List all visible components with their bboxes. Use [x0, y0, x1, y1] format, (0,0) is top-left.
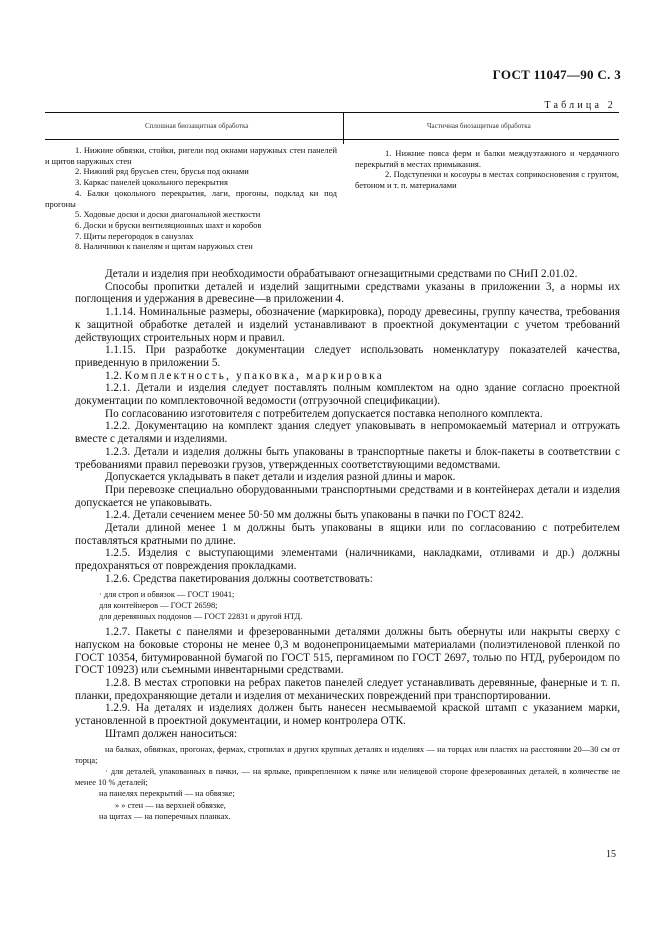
paragraph: Штамп должен наноситься: — [105, 727, 238, 740]
table-item: 1. Нижние пояса ферм и балки междуэтажного и чердачного перекрытий в местах примыкания. — [355, 148, 619, 169]
table-col2 — [355, 148, 619, 191]
table-item: 4. Балки цокольного перекрытия, лаги, прогоны, подклад ки под прогоны — [45, 187, 337, 209]
table-item: 5. Ходовые доски и доски диагональной жесткости — [75, 209, 261, 220]
paragraph: 1.2.2. Документацию на комплект здания следует упаковывать в непромокаемый материал и отгружать вместе с деталями и изделиями. — [75, 420, 620, 446]
table-header-rule — [45, 139, 619, 140]
paragraph: 1.2.4. Детали сечением менее 50·50 мм должны быть упакованы в пачки по ГОСТ 8242. — [105, 509, 524, 522]
paragraph: Допускается укладывать в пакет детали и изделия разной длины и марок. — [105, 471, 456, 484]
list-item: для деревянных поддонов — ГОСТ 22831 и другой НТД. — [99, 611, 303, 621]
paragraph: Способы пропитки деталей и изделий защитными средствами указаны в приложении 3, а нормы их поглощения и удержания в древесине—в приложении 4. — [75, 280, 620, 306]
list-item: » » стен — на верхней обвязке, — [115, 800, 226, 810]
paragraph: Детали длиной менее 1 м должны быть упакованы в ящики или по согласованию с потребителем поставляться кратными по длине. — [75, 522, 620, 547]
table-top-rule — [45, 112, 619, 113]
paragraph: 1.2.6. Средства пакетирования должны соответствовать: — [105, 572, 373, 585]
table-column-divider — [343, 112, 344, 144]
list-item: на балках, обвязках, прогонах, фермах, стропилах и других крупных деталях и изделиях — на торцах или пластях на расстоянии 20—30 см от торца; — [75, 744, 620, 765]
list-item: для контейнеров — ГОСТ 26598; — [99, 600, 218, 610]
table-header-col2: Частичная биозащитная обработка — [427, 122, 531, 130]
table-item: 7. Щиты перегородок в санузлах — [75, 230, 194, 241]
paragraph: 1.2.1. Детали и изделия следует поставлять полным комплектом на одно здание согласно проектной документации по комплектовочной ведомости (отгрузочной спецификации). — [75, 382, 620, 408]
list-item: на щитах — на поперечных планках. — [99, 811, 231, 821]
paragraph: 1.2.5. Изделия с выступающими элементами (наличниками, накладками, отливами и др.) должны предохраняться от повреждения прокладками. — [75, 547, 620, 573]
paragraph: При перевозке специально оборудованными транспортными средствами и в контейнерах детали и изделия допускается не упаковывать. — [75, 483, 620, 509]
paragraph: 1.1.15. При разработке документации следует использовать номенклатуру показателей качества, приведенную в приложении 5. — [75, 344, 620, 369]
paragraph: Детали и изделия при необходимости обрабатывают огнезащитными средствами по СНиП 2.01.02. — [105, 268, 578, 280]
table-col1 — [45, 145, 337, 252]
section-heading — [75, 370, 620, 383]
section-number: 1.2. — [105, 369, 122, 382]
page-number: 15 — [606, 849, 616, 860]
table-item: 2. Нижний ряд брусьев стен, брусья под окнами — [75, 166, 249, 177]
list-item: на панелях перекрытий — на обвязке; — [99, 789, 235, 799]
table-item: 1. Нижние обвязки, стойки, ригели под окнами наружных стен панелей и щитов наружных стен — [45, 145, 337, 166]
table-2 — [45, 112, 619, 252]
paragraph: 1.2.7. Пакеты с панелями и фрезерованными деталями должны быть обернуты или накрыты сверху с напуском на боковые стороны не менее 0,3 м водонепроницаемыми материалами (полиэтиленовой пленкой по ГОСТ 10354, битумированной бумагой по ГОСТ 515, пергамином по ГОСТ 2697, толью по НТД, рубероидом по ГОСТ 10923) или съемными инвентарными средствами. — [75, 626, 620, 677]
list-item: · для деталей, упакованных в пачки, — на ярлыке, прикрепленном к пачке или нелицевой стороне фрезерованных деталей, в количестве не менее 10 % деталей; — [75, 766, 620, 788]
table-header-col1: Сплошная биозащитная обработка — [145, 122, 249, 130]
table-item: 3. Каркас панелей цокольного перекрытия — [75, 177, 228, 188]
table-caption: Таблица 2 — [544, 100, 616, 111]
list-item: · для строп и обвязок — ГОСТ 19041; — [99, 589, 235, 599]
table-item: 8. Наличники к панелям и щитам наружных стен — [75, 241, 253, 252]
page-header: ГОСТ 11047—90 С. 3 — [492, 67, 621, 82]
paragraph: По согласованию изготовителя с потребителем допускается поставка неполного комплекта. — [105, 407, 543, 420]
section-title: Комплектность, упаковка, маркировка — [124, 369, 384, 382]
table-item: 6. Доски и бруски вентиляционных шахт и коробов — [75, 219, 262, 230]
table-item: 2. Подступенки и косоуры в местах соприкосновения с грунтом, бетоном и т. п. материалами — [355, 169, 619, 191]
paragraph: 1.1.14. Номинальные размеры, обозначение (маркировка), породу древесины, группу качества, требования к защитной обработке деталей и изделий устанавливают в проектной документации с учетом требований действующих строительных норм и правил. — [75, 306, 620, 344]
body-text — [75, 268, 620, 822]
paragraph: 1.2.3. Детали и изделия должны быть упакованы в транспортные пакеты и блок-пакеты в соответствии с требованиями правил перевозки грузов, утвержденных соответствующими ведомствами. — [75, 445, 620, 471]
paragraph: 1.2.8. В местах строповки на ребрах пакетов панелей следует устанавливать деревянные, фанерные и т. п. планки, предохраняющие детали и изделия от механических повреждений при транспортировании. — [75, 677, 620, 702]
paragraph: 1.2.9. На деталях и изделиях должен быть нанесен несмываемой краской штамп с указанием марки, установленной в проектной документации, и номер контролера ОТК. — [75, 702, 620, 728]
